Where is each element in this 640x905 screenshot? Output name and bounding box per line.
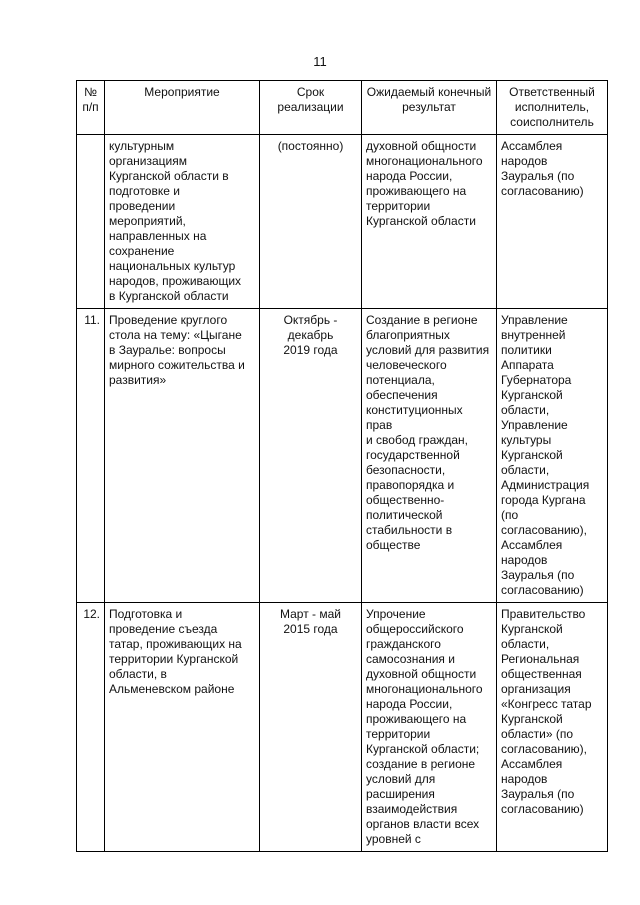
cell-line: Создание в регионе (366, 313, 478, 327)
cell-line: Упрочение (366, 607, 426, 621)
cell-line: соисполнитель (510, 115, 594, 129)
page-number: 11 (313, 54, 327, 69)
row-number: 12. (77, 603, 105, 852)
cell-line: многонационального (366, 682, 483, 696)
cell-line: Зауралья (по (501, 568, 575, 582)
cell-line: народов (501, 772, 548, 786)
cell-line: органов власти всех (366, 817, 480, 831)
cell-line: области, (501, 637, 550, 651)
cell-line: Ожидаемый конечный (366, 85, 492, 99)
cell-line: и свобод граждан, (366, 433, 468, 447)
cell-line: Ассамблея (501, 538, 563, 552)
row-responsible (497, 135, 608, 309)
cell-line: гражданского (366, 637, 441, 651)
table-row (77, 309, 608, 603)
cell-line: города Кургана (501, 493, 586, 507)
row-number (77, 135, 105, 309)
row-responsible (497, 603, 608, 852)
cell-line: области, в (109, 667, 167, 681)
row-term (260, 603, 362, 852)
cell-line: проживающего на (366, 712, 467, 726)
cell-line: Подготовка и (109, 607, 183, 621)
cell-line: политики (501, 343, 552, 357)
cell-line: проведении (109, 199, 176, 213)
cell-line: направленных на (109, 229, 207, 243)
cell-line: условий для развития (366, 343, 490, 357)
row-result (362, 135, 497, 309)
table-row (77, 603, 608, 852)
row-event (105, 603, 260, 852)
cell-line: общероссийского (366, 622, 464, 636)
cell-line: самосознания и (366, 652, 455, 666)
cell-line: народа России, (366, 169, 453, 183)
cell-line: условий для (366, 772, 436, 786)
row-result (362, 309, 497, 603)
cell-line: области» (по (501, 727, 574, 741)
cell-line: (постоянно) (277, 139, 344, 153)
cell-line: п/п (82, 100, 99, 114)
header-result (362, 81, 497, 135)
table-header-row (77, 81, 608, 135)
cell-line: Курганской (501, 712, 563, 726)
cell-line: проживающего на (366, 184, 467, 198)
cell-line: человеческого (366, 358, 447, 372)
cell-line: «Конгресс татар (501, 697, 592, 711)
table-row (77, 135, 608, 309)
cell-line: уровней с (366, 832, 421, 846)
events-table (76, 80, 608, 852)
cell-line: декабрь (287, 328, 334, 342)
cell-line: Мероприятие (144, 85, 220, 99)
cell-line: № (84, 85, 97, 99)
cell-line: безопасности, (366, 463, 446, 477)
header-num (77, 81, 105, 135)
cell-line: обществе (366, 538, 421, 552)
cell-line: духовной общности (366, 139, 477, 153)
cell-line: Ассамблея (501, 757, 563, 771)
cell-line: Альменевском районе (109, 682, 235, 696)
cell-line: культурным (109, 139, 175, 153)
row-term (260, 135, 362, 309)
cell-line: Зауралья (по (501, 169, 575, 183)
cell-line: Курганской (501, 388, 563, 402)
cell-line: расширения (366, 787, 435, 801)
cell-line: потенциала, (366, 373, 435, 387)
row-responsible (497, 309, 608, 603)
cell-line: согласованию), (501, 523, 587, 537)
cell-line: организация (501, 682, 571, 696)
cell-line: благоприятных (366, 328, 450, 342)
cell-line: области, (501, 463, 550, 477)
cell-line: мирного сожительства и (109, 358, 245, 372)
header-responsible (497, 81, 608, 135)
cell-line: мероприятий, (109, 214, 186, 228)
cell-line: проведение съезда (109, 622, 218, 636)
cell-line: (по (501, 508, 519, 522)
cell-line: духовной общности (366, 667, 477, 681)
cell-line: развития» (109, 373, 167, 387)
cell-line: Правительство (501, 607, 586, 621)
cell-line: народа России, (366, 697, 453, 711)
cell-line: Курганской области (366, 214, 476, 228)
cell-line: территории (366, 727, 431, 741)
cell-line: Администрация (501, 478, 590, 492)
cell-line: согласованию) (501, 802, 584, 816)
row-result (362, 603, 497, 852)
cell-line: народов, проживающих (109, 274, 242, 288)
cell-line: в Зауралье: вопросы (109, 343, 226, 357)
cell-line: области, (501, 403, 550, 417)
cell-line: сохранение (109, 244, 175, 258)
cell-line: государственной (366, 448, 460, 462)
cell-line: взаимодействия (366, 802, 458, 816)
cell-line: общественная (501, 667, 582, 681)
cell-line: правопорядка и (366, 478, 455, 492)
cell-line: Региональная (501, 652, 580, 666)
cell-line: согласованию) (501, 583, 584, 597)
cell-line: татар, проживающих на (109, 637, 242, 651)
cell-line: политической (366, 508, 443, 522)
cell-line: 2019 года (283, 343, 338, 357)
cell-line: Срок (296, 85, 325, 99)
row-term (260, 309, 362, 603)
cell-line: Проведение круглого (109, 313, 228, 327)
cell-line: согласованию), (501, 742, 587, 756)
cell-line: Ассамблея (501, 139, 563, 153)
cell-line: Курганской (501, 448, 563, 462)
cell-line: внутренней (501, 328, 566, 342)
cell-line: общественно- (366, 493, 445, 507)
cell-line: организациям (109, 154, 187, 168)
cell-line: создание в регионе (366, 757, 476, 771)
cell-line: Управление (501, 418, 568, 432)
cell-line: 2015 года (283, 622, 338, 636)
cell-line: Ответственный (509, 85, 595, 99)
cell-line: Курганской (501, 622, 563, 636)
cell-line: культуры (501, 433, 552, 447)
cell-line: Курганской области в (109, 169, 229, 183)
cell-line: Курганской области; (366, 742, 480, 756)
cell-line: многонационального (366, 154, 483, 168)
cell-line: территории Курганской (109, 652, 239, 666)
cell-line: подготовке и (109, 184, 180, 198)
cell-line: согласованию) (501, 184, 584, 198)
cell-line: территории (366, 199, 431, 213)
cell-line: национальных культур (109, 259, 236, 273)
cell-line: конституционных прав (366, 403, 463, 432)
cell-line: Октябрь - (283, 313, 338, 327)
cell-line: Зауралья (по (501, 787, 575, 801)
cell-line: народов (501, 154, 548, 168)
cell-line: стола на тему: «Цыгане (109, 328, 242, 342)
cell-line: реализации (277, 100, 344, 114)
cell-line: Март - май (279, 607, 341, 621)
cell-line: народов (501, 553, 548, 567)
row-number: 11. (77, 309, 105, 603)
cell-line: обеспечения (366, 388, 438, 402)
cell-line: в Курганской области (109, 289, 229, 303)
row-event (105, 135, 260, 309)
header-term (260, 81, 362, 135)
cell-line: исполнитель, (514, 100, 590, 114)
cell-line: Аппарата (501, 358, 554, 372)
cell-line: Губернатора (501, 373, 572, 387)
cell-line: результат (402, 100, 456, 114)
row-event (105, 309, 260, 603)
header-event (105, 81, 260, 135)
cell-line: стабильности в (366, 523, 453, 537)
cell-line: Управление (501, 313, 568, 327)
